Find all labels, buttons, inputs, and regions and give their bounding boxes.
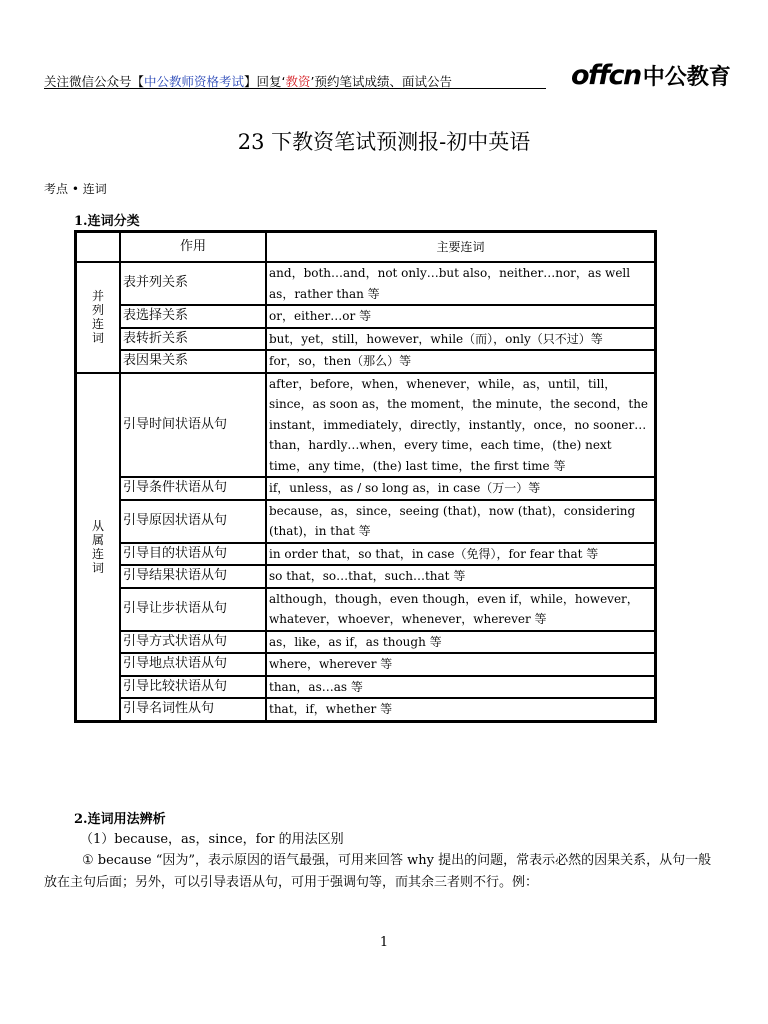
function-cell: 引导条件状语从句 xyxy=(120,477,266,500)
table-row xyxy=(76,262,655,305)
examples-cell: because，as，since，seeing (that)，now (that)，considering (that)，in that 等 xyxy=(266,500,655,543)
examples-cell: so that，so…that，such…that 等 xyxy=(266,565,655,588)
table-row xyxy=(76,631,655,654)
table-header-main: 主要连词 xyxy=(266,232,655,262)
function-cell: 引导时间状语从句 xyxy=(120,373,266,478)
offcn-logo xyxy=(571,60,731,94)
function-cell: 引导名词性从句 xyxy=(120,698,266,721)
header-notice-part1: 关注微信公众号【 xyxy=(44,74,145,89)
logo-chinese: 中公教育 xyxy=(642,65,731,90)
table-row xyxy=(76,653,655,676)
table-row xyxy=(76,328,655,351)
group-label-coordinating: 并列连词 xyxy=(76,262,120,373)
section2-heading: 2.连词用法辨析 xyxy=(74,812,166,827)
examples-cell: after，before，when，whenever，while，as，until，till，since，as soon as，the moment，the minute，the second，the instant，immediately，directly，instantly，once，no sooner…than，hardly…when，every time，each time，(the) next time，any time，(the) last time，the first time 等 xyxy=(266,373,655,478)
table-row xyxy=(76,698,655,721)
examples-cell: and，both…and，not only…but also，neither…nor，as well as，rather than 等 xyxy=(266,262,655,305)
function-cell: 引导方式状语从句 xyxy=(120,631,266,654)
table-header-function: 作用 xyxy=(120,232,266,262)
table-row xyxy=(76,565,655,588)
examples-cell: but，yet，still，however，while（而），only（只不过）等 xyxy=(266,328,655,351)
logo-latin: offcn xyxy=(571,60,641,91)
table-row xyxy=(76,588,655,631)
reply-keyword: 教资 xyxy=(285,74,311,89)
examples-cell: if，unless，as / so long as，in case（万一）等 xyxy=(266,477,655,500)
subsection-heading: （1）because，as，since，for 的用法区别 xyxy=(80,832,344,847)
topic-label: 考点 • 连词 xyxy=(44,182,107,196)
header-notice-part3: ’预约笔试成绩、面试公告 xyxy=(310,74,453,89)
document-title: 23 下教资笔试预测报-初中英语 xyxy=(237,130,531,154)
examples-cell: that，if，whether 等 xyxy=(266,698,655,721)
function-cell: 引导让步状语从句 xyxy=(120,588,266,631)
function-cell: 表转折关系 xyxy=(120,328,266,351)
table-header-row xyxy=(76,232,655,262)
table-row xyxy=(76,477,655,500)
examples-cell: in order that，so that，in case（免得），for fear that 等 xyxy=(266,543,655,566)
table-row xyxy=(76,305,655,328)
table-row xyxy=(76,500,655,543)
wechat-account-link[interactable]: 中公教师资格考试 xyxy=(144,74,245,89)
examples-cell: than，as…as 等 xyxy=(266,676,655,699)
examples-cell: or，either…or 等 xyxy=(266,305,655,328)
examples-cell: although，though，even though，even if，while，however，whatever，whoever，whenever，wherever 等 xyxy=(266,588,655,631)
section1-heading: 1.连词分类 xyxy=(74,214,140,229)
table-row xyxy=(76,373,655,478)
function-cell: 引导比较状语从句 xyxy=(120,676,266,699)
function-cell: 引导原因状语从句 xyxy=(120,500,266,543)
header-notice-part2: 】回复‘ xyxy=(244,74,286,89)
page-number: 1 xyxy=(379,935,389,950)
table-row xyxy=(76,676,655,699)
function-cell: 表因果关系 xyxy=(120,350,266,373)
function-cell: 引导结果状语从句 xyxy=(120,565,266,588)
function-cell: 引导目的状语从句 xyxy=(120,543,266,566)
function-cell: 表选择关系 xyxy=(120,305,266,328)
conjunction-table xyxy=(74,230,657,723)
examples-cell: where，wherever 等 xyxy=(266,653,655,676)
group-label-subordinating: 从属连词 xyxy=(76,373,120,721)
body-paragraph: ① because “因为”，表示原因的语气最强，可用来回答 why 提出的问题，常表示必然的因果关系，从句一般放在主句后面；另外，可以引导表语从句，可用于强调句等，而其余三者则不行。例： xyxy=(44,853,712,890)
function-cell: 表并列关系 xyxy=(120,262,266,305)
examples-cell: for，so，then（那么）等 xyxy=(266,350,655,373)
table-header-blank xyxy=(76,232,120,262)
examples-cell: as，like，as if，as though 等 xyxy=(266,631,655,654)
table-row xyxy=(76,543,655,566)
header-underline xyxy=(44,88,546,89)
table-row xyxy=(76,350,655,373)
function-cell: 引导地点状语从句 xyxy=(120,653,266,676)
